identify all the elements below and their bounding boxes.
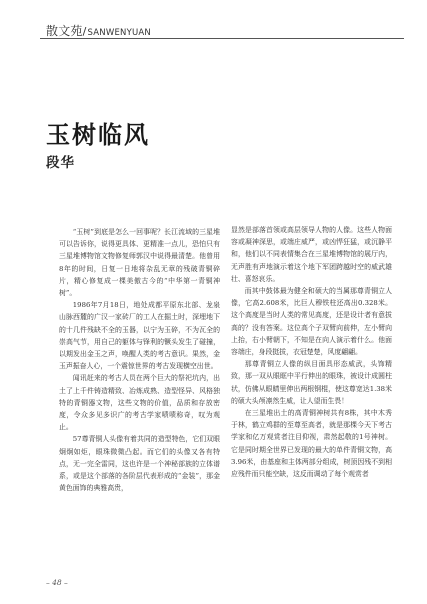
article-title: 玉树临风: [46, 121, 150, 149]
section-separator: /: [82, 25, 87, 38]
section-name-cn: 散文苑: [46, 24, 83, 38]
paragraph: 闻讯赶来的考古人员在两个巨大的祭祀坑内，出土了上千件铸造精致、冶炼成熟、造型怪异、风格独特的青铜器文物，这些文物的价值，品质和存放密度，令众多见多识广的考古学家啧啧称奇，叹为观止。: [59, 374, 220, 432]
paragraph: 而其中鼓体最为健全和硕大的当属那尊青铜立人像，它高2.608米，比巨人穆铁柱还高出0.328米。这个高度是当时人类的常见高度，还是设计者有意拔高的？没有答案。这位高个子双臂向前伸，左小臂向上抬，右小臂朝下，不知是在向人演示着什么。他面容端庄，身段挺拔，衣冠楚楚，风度翩翩。: [231, 287, 392, 357]
section-name-en: SANWENYUAN: [87, 28, 151, 38]
page-number: – 48 –: [46, 578, 68, 587]
article-author: 段华: [46, 155, 75, 171]
paragraph: 在三星堆出土的高青铜神树共有8株，其中木秀于林，鹤立鸡群的至尊至高者，就是那棵今天下考古学家和亿万观赏者注目仰视，肃然起敬的1号神树。它是同时期全世界已发现的最大的单件青铜文物，高3.96米，由基座和主体两部分组成，树顶因残不到相应残件而只能空缺，这反而调动了每个观赏者: [231, 409, 392, 479]
section-header: [46, 22, 151, 39]
paragraph: 1986年7月18日，地处成都平原东北部、龙泉山脉西麓的广汉一家砖厂的工人在掘土时，深埋地下的十几件残缺不全的玉器，以宁为玉碎，不为瓦全的崇高气节，用自己的躯体与锋利的镢头发生了碰撞，以期发出金玉之声，唤醒人类的考古意识。果然，金玉声振奋人心，一个震惊世界的考古发现横空出世。: [59, 301, 220, 371]
header-divider: [40, 38, 404, 39]
paragraph: 那尊青铜立人像的纵目面具形态威武，头饰精致，那一双从眼眶中平行伸出的眼珠，被设计成圆柱状，仿佛从眼睛里伸出两根钢棍，使这尊宽达1.38米的硕大头颅凛然生威，让人望而生畏！: [231, 360, 392, 405]
left-text-column: [59, 226, 220, 494]
paragraph: 57尊青铜人头像有着共同的造型特色，它们双眼炯炯如炬，眼珠微微凸起。而它们的头像又各有特点，无一完全雷同，这也许是一个神秘部族的立体谱系，或是这个部落的各阶层代表形成的“金装”，那金黄色面饰的典雅高贵，: [59, 435, 220, 493]
right-text-column: [231, 224, 392, 480]
paragraph: 显然是部落首领或高层领导人物的人像。这些人物面容或凝神深思，或端庄威严，或凶悍狂猛，或沉静平和，他们以不同表情集合在三星堆博物馆的展厅内，无声胜有声地演示着这个地下军团跨越时空的威武雄壮、喜怒哀乐。: [231, 226, 392, 283]
paragraph: “玉树”到底是怎么一回事呢？长江流域的三星堆可以告诉你，说得更具体、更精准一点儿，恐怕只有三星堆博物馆文物修复师郭汉中说得最清楚。他曾用8年的时间，日复一日地将杂乱无章的残破青铜碎片，精心修复成一棵美傲古今的“中华第一青铜神树”。: [59, 228, 220, 298]
